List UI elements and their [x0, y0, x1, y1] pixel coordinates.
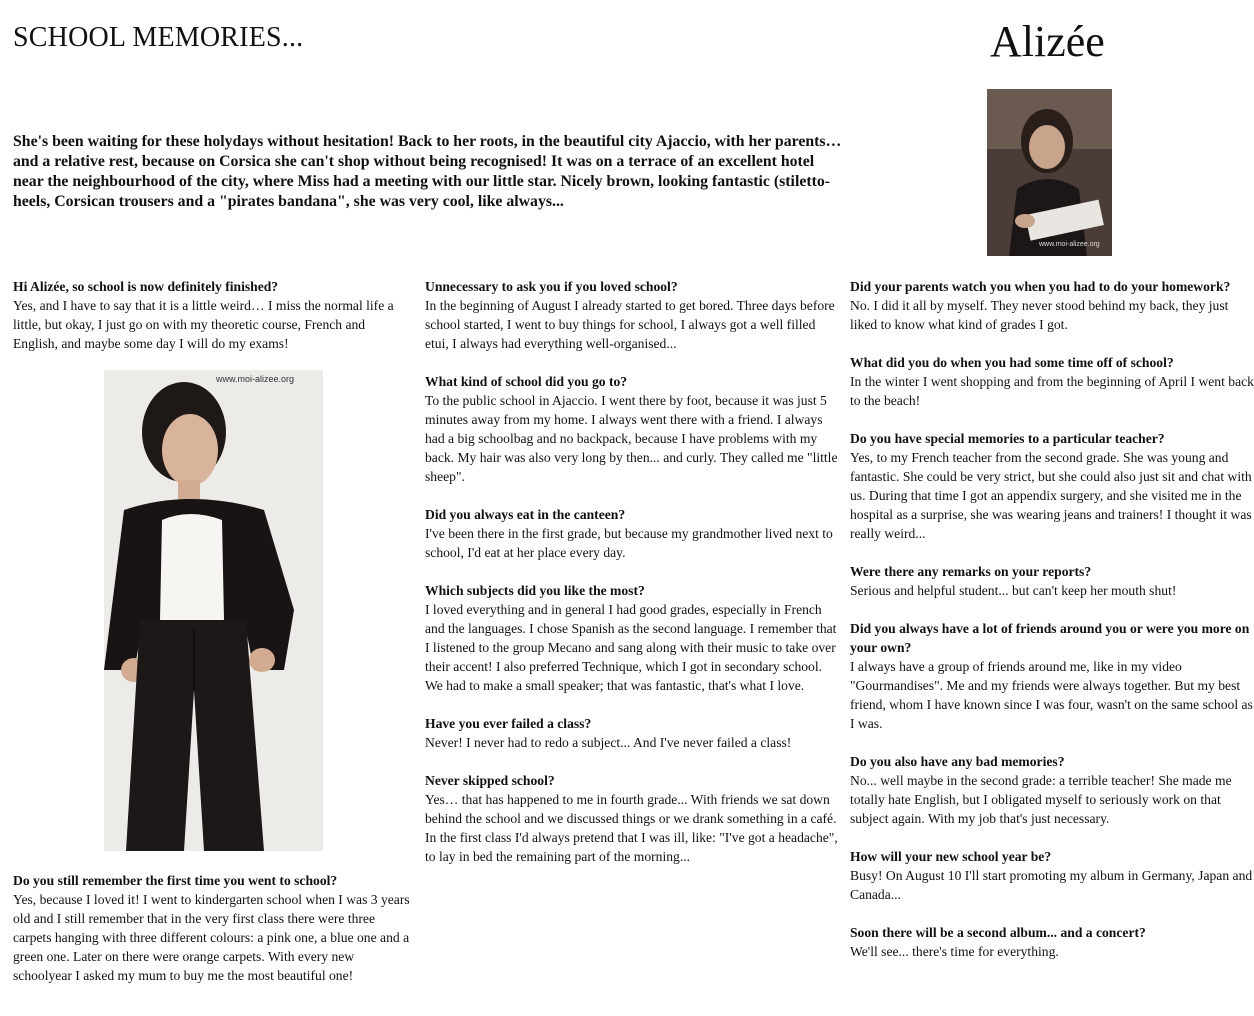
answer: Serious and helpful student... but can't keep her mouth shut! [850, 583, 1177, 598]
answer: Never! I never had to redo a subject... And I've never failed a class! [425, 735, 792, 750]
question: Unnecessary to ask you if you loved school? [425, 279, 678, 294]
qa-item [850, 847, 1254, 904]
answer: I always have a group of friends around me, like in my video "Gourmandises". Me and my friends were always together. But my best friend, whom I have known since I was four, wasn't on the same school as I was. [850, 659, 1253, 731]
question: Do you also have any bad memories? [850, 754, 1065, 769]
answer: Yes… that has happened to me in fourth grade... With friends we sat down behind the school and we discussed things or we drank something in a café. In the first class I'd always pretend that I was ill, like: "I've got a headache", to lay in bed the remaining part of the morning... [425, 792, 838, 864]
question: Did you always eat in the canteen? [425, 507, 626, 522]
answer: Busy! On August 10 I'll start promoting my album in Germany, Japan and Canada... [850, 868, 1253, 902]
photo-watermark: www.moi-alizee.org [216, 374, 295, 384]
column-3 [850, 277, 1254, 980]
question: How will your new school year be? [850, 849, 1052, 864]
qa-item [13, 871, 413, 985]
portrait-photo-large-graphic [104, 370, 323, 851]
qa-item [850, 277, 1254, 334]
qa-item [850, 429, 1254, 543]
answer: I've been there in the first grade, but because my grandmother lived next to school, I'd eat at her place every day. [425, 526, 833, 560]
answer: No. I did it all by myself. They never stood behind my back, they just liked to know what kind of grades I got. [850, 298, 1229, 332]
qa-item [850, 562, 1254, 600]
intro-paragraph: She's been waiting for these holydays without hesitation! Back to her roots, in the beautiful city Ajaccio, with her parents… and a relative rest, because on Corsica she can't shop without being recognised! It was on a terrace of an excellent hotel near the neighbourhood of the city, where Miss had a meeting with our little star. Nicely brown, looking fantastic (stiletto-heels, Corsican trousers and a "pirates bandana", she was very cool, like always... [13, 133, 842, 210]
answer: Yes, and I have to say that it is a little weird… I miss the normal life a little, but okay, I just go on with my theoretic course, French and English, and maybe some day I will do my exams! [13, 298, 394, 351]
qa-item [425, 581, 840, 695]
question: Have you ever failed a class? [425, 716, 592, 731]
question: Were there any remarks on your reports? [850, 564, 1092, 579]
qa-item [850, 353, 1254, 410]
qa-item [425, 505, 840, 562]
question: What kind of school did you go to? [425, 374, 628, 389]
answer: No... well maybe in the second grade: a terrible teacher! She made me totally hate English, but I obligated myself to seriously work on that subject again. With my job that's just necessary. [850, 773, 1232, 826]
column-1 [13, 277, 413, 372]
portrait-photo-small-graphic [987, 89, 1112, 256]
photo-watermark: www.moi-alizee.org [1039, 241, 1100, 248]
qa-item [13, 277, 413, 353]
qa-item [425, 714, 840, 752]
qa-item [425, 372, 840, 486]
qa-item [850, 923, 1254, 961]
question: Hi Alizée, so school is now definitely finished? [13, 279, 279, 294]
answer: To the public school in Ajaccio. I went there by foot, because it was just 5 minutes away from my home. I always went there with a friend. I always had a big schoolbag and no backpack, because I have problems with my back. My hair was also very long by then... and curly. They called me "little sheep". [425, 393, 838, 484]
question: Which subjects did you like the most? [425, 583, 645, 598]
question: Do you still remember the first time you went to school? [13, 873, 338, 888]
answer: I loved everything and in general I had good grades, especially in French and the languages. I chose Spanish as the second language. I remember that I listened to the group Mecano and sang along with their music to take over their accent! I also preferred Technique, which I got in secondary school. We had to make a small speaker; that was fantastic, that's what I love. [425, 602, 837, 693]
qa-item [850, 752, 1254, 828]
portrait-photo-large [104, 370, 323, 851]
question: What did you do when you had some time off of school? [850, 355, 1174, 370]
question: Never skipped school? [425, 773, 555, 788]
artist-name: Alizée [990, 17, 1105, 66]
answer: In the beginning of August I already started to get bored. Three days before school started, I went to buy things for school, I always got a well filled etui, I always had everything well-organised... [425, 298, 835, 351]
page-title: SCHOOL MEMORIES... [13, 22, 304, 53]
question: Did you always have a lot of friends around you or were you more on your own? [850, 621, 1250, 655]
column-2 [425, 277, 840, 885]
question: Do you have special memories to a particular teacher? [850, 431, 1165, 446]
qa-item [425, 771, 840, 866]
question: Did your parents watch you when you had to do your homework? [850, 279, 1231, 294]
qa-item [425, 277, 840, 353]
answer: We'll see... there's time for everything. [850, 944, 1059, 959]
portrait-photo-small [987, 89, 1112, 256]
answer: In the winter I went shopping and from the beginning of April I went back to the beach! [850, 374, 1254, 408]
answer: Yes, to my French teacher from the second grade. She was young and fantastic. She could be very strict, but she could also just sit and chat with us. During that time I got an appendix surgery, and she visited me in the hospital as a surprise, she was wearing jeans and trainers! I thought it was really weird... [850, 450, 1252, 541]
question: Soon there will be a second album... and a concert? [850, 925, 1146, 940]
answer: Yes, because I loved it! I went to kindergarten school when I was 3 years old and I still remember that in the very first class there were three carpets hanging with three different colours: a pink one, a blue one and a green one. Later on there were orange carpets. With every new schoolyear I asked my mum to buy me the most beautiful one! [13, 892, 410, 983]
qa-item [850, 619, 1254, 733]
